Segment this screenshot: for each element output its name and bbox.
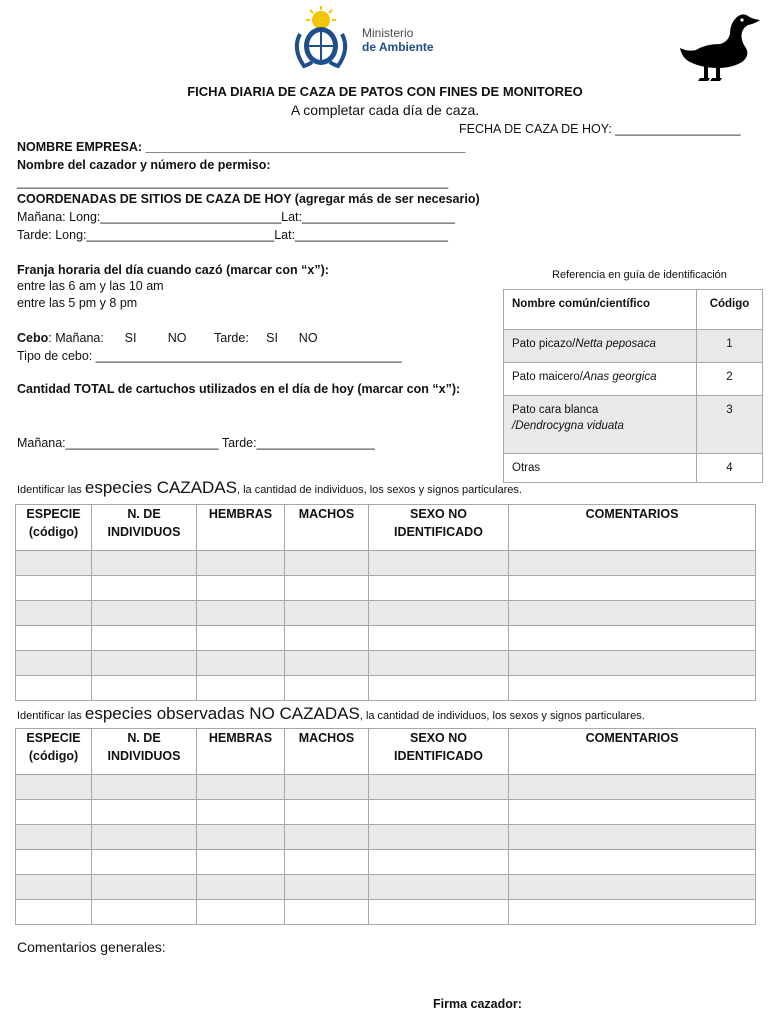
form-title: FICHA DIARIA DE CAZA DE PATOS CON FINES DE MONITOREO	[187, 84, 583, 99]
col-sexo: SEXO NO IDENTIFICADO	[369, 505, 509, 551]
date-field[interactable]: FECHA DE CAZA DE HOY: __________________	[459, 122, 741, 136]
coords-morning-field[interactable]: Mañana: Long:__________________________Lat:______________________	[17, 210, 455, 224]
section1-caption: Identificar las especies CAZADAS, la cantidad de individuos, los sexos y signos particulares.	[17, 478, 522, 497]
signature-label: Firma cazador:	[433, 997, 522, 1011]
table-row[interactable]	[16, 551, 756, 576]
cazador-field[interactable]: ______________________________________________________________	[17, 175, 449, 189]
section2-caption: Identificar las especies observadas NO CAZADAS, la cantidad de individuos, los sexos y signos particulares.	[17, 704, 645, 723]
col-especie: ESPECIE (código)	[16, 729, 92, 775]
table-row[interactable]	[16, 875, 756, 900]
cazador-label: Nombre del cazador y número de permiso:	[17, 158, 271, 172]
table-row[interactable]	[16, 800, 756, 825]
table-row[interactable]	[16, 651, 756, 676]
duck-icon	[676, 10, 762, 82]
reference-caption: Referencia en guía de identificación	[552, 269, 727, 281]
table-row[interactable]	[16, 775, 756, 800]
observed-species-table	[15, 728, 756, 925]
cartuchos-field[interactable]: Mañana:______________________ Tarde:_________________	[17, 436, 375, 450]
col-sexo: SEXO NO IDENTIFICADO	[369, 729, 509, 775]
col-individuos: N. DE INDIVIDUOS	[92, 729, 197, 775]
col-individuos: N. DE INDIVIDUOS	[92, 505, 197, 551]
ref-header-code: Código	[697, 290, 763, 330]
table-row[interactable]	[16, 676, 756, 701]
ref-row-name: Pato picazo/Netta peposaca	[504, 330, 697, 363]
ref-row-code: 4	[697, 454, 763, 483]
ministry-line1: Ministerio	[362, 26, 414, 40]
ref-row-name: Pato cara blanca /Dendrocygna viduata	[504, 396, 697, 454]
col-hembras: HEMBRAS	[197, 729, 285, 775]
ministry-line2: de Ambiente	[362, 40, 434, 54]
table-row[interactable]	[16, 825, 756, 850]
table-row[interactable]	[16, 626, 756, 651]
franja-option-morning[interactable]: entre las 6 am y las 10 am	[17, 279, 164, 293]
hunted-species-table	[15, 504, 756, 701]
col-comentarios: COMENTARIOS	[509, 729, 756, 775]
ref-row-name: Pato maicero/Anas georgica	[504, 363, 697, 396]
franja-title: Franja horaria del día cuando cazó (marcar con “x”):	[17, 263, 329, 277]
col-hembras: HEMBRAS	[197, 505, 285, 551]
empresa-field[interactable]: NOMBRE EMPRESA: ______________________________________________	[17, 140, 466, 154]
ref-row-name: Otras	[504, 454, 697, 483]
ref-row-code: 1	[697, 330, 763, 363]
reference-table	[503, 289, 763, 483]
ref-row-code: 3	[697, 396, 763, 454]
col-comentarios: COMENTARIOS	[509, 505, 756, 551]
ministry-name	[362, 26, 434, 54]
form-subtitle: A completar cada día de caza.	[290, 102, 480, 118]
cebo-options: : Mañana: SI NO Tarde: SI NO	[48, 331, 318, 345]
coords-afternoon-field[interactable]: Tarde: Long:___________________________Lat:______________________	[17, 228, 448, 242]
franja-option-evening[interactable]: entre las 5 pm y 8 pm	[17, 296, 138, 310]
table-row[interactable]	[16, 601, 756, 626]
cebo-field[interactable]	[17, 330, 318, 346]
ref-header-name: Nombre común/científico	[504, 290, 697, 330]
cebo-label: Cebo	[17, 331, 49, 345]
coords-title: COORDENADAS DE SITIOS DE CAZA DE HOY (agregar más de ser necesario)	[17, 192, 480, 206]
col-machos: MACHOS	[285, 505, 369, 551]
table-row[interactable]	[16, 576, 756, 601]
general-comments-label: Comentarios generales:	[17, 939, 166, 955]
cartuchos-title: Cantidad TOTAL de cartuchos utilizados en el día de hoy (marcar con “x”):	[17, 382, 461, 396]
col-machos: MACHOS	[285, 729, 369, 775]
col-especie: ESPECIE (código)	[16, 505, 92, 551]
tipo-cebo-field[interactable]: Tipo de cebo: ____________________________________________	[17, 349, 402, 363]
table-row[interactable]	[16, 900, 756, 925]
ref-row-code: 2	[697, 363, 763, 396]
coat-of-arms-logo	[286, 4, 356, 74]
table-row[interactable]	[16, 850, 756, 875]
